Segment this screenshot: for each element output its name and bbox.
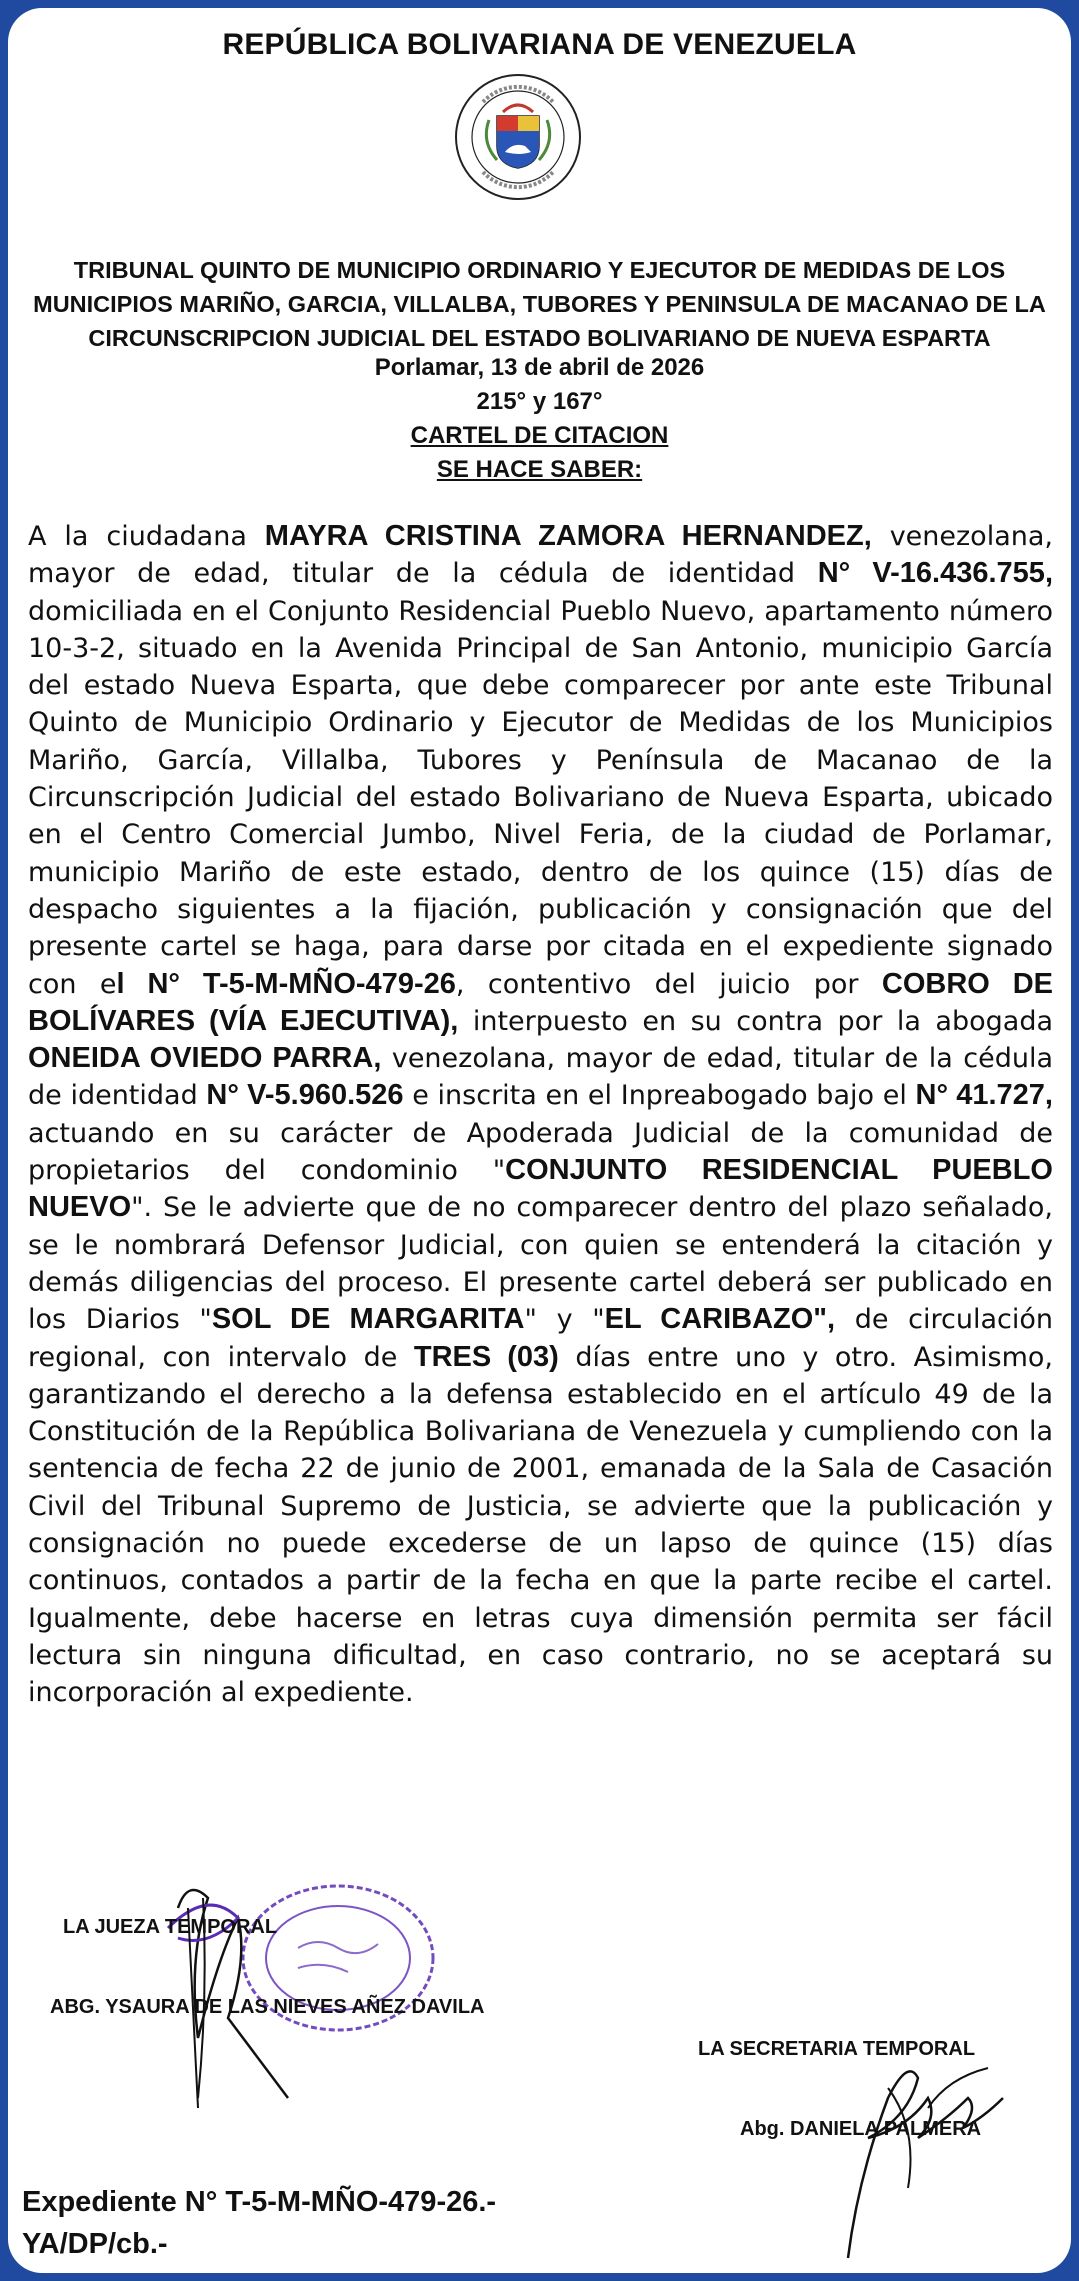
publication-interval: TRES (03) [413,1340,559,1373]
court-line-1: TRIBUNAL QUINTO DE MUNICIPIO ORDINARIO Y EJECUTOR DE MEDIDAS DE LOS [73,257,1006,283]
court-line-2: MUNICIPIOS MARIÑO, GARCIA, VILLALBA, TUBORES Y PENINSULA DE MACANAO DE LA [33,291,1046,317]
defendant-name: MAYRA CRISTINA ZAMORA HERNANDEZ, [264,520,872,552]
inpreabogado-number: N° 41.727, [915,1079,1053,1112]
body-text-segment: de circulación regional, con intervalo de [28,1304,1053,1373]
claim-type: COBRO DE BOLÍVARES (VÍA EJECUTIVA), [28,967,1053,1037]
body-text-segment: domiciliada en el Conjunto Residencial Pueblo Nuevo, apartamento número 10-3-2, situado en la Avenida Principal de San Antonio, municipio García del estado Nueva Esparta, que debe comparecer por ante este Tribunal Quinto de Municipio Ordinario y Ejecutor de Medidas de los Municipios Mariño, García, Villalba, Tubores y Península de Macanao de la Circunscripción Judicial del estado Bolivariano de Nueva Esparta, ubicado en el Centro Comercial Jumbo, Nivel Feria, de la ciudad de Porlamar, municipio Mariño de este estado, dentro de los quince (15) días de despacho siguientes a la fijación, publicación y consignación que del presente cartel se haga, para darse por citada en el expediente signado con e [28,595,1053,1000]
defendant-id: N° V-16.436.755, [817,557,1053,590]
body-text-segment: actuando en su carácter de Apoderada Judicial de la comunidad de propietarios del condominio " [28,1117,1053,1187]
citation-body [28,518,1053,1712]
secretary-title: LA SECRETARIA TEMPORAL [698,2038,976,2060]
judge-name: ABG. YSAURA DE LAS NIEVES AÑEZ DAVILA [50,1996,485,2018]
secretary-name: Abg. DANIELA PALMERA [740,2118,982,2140]
body-text-segment: venezolana, mayor de edad, titular de la cédula de identidad [28,1043,1053,1112]
body-text-segment: " y " [524,1304,605,1336]
case-number: l N° T-5-M-MÑO-479-26 [116,967,456,1000]
body-text-segment: días entre uno y otro. Asimismo, garantizando el derecho a la defensa establecido en el artículo 49 de la Constitución de la República Bolivariana de Venezuela y cumpliendo con la sentencia de fecha 22 de junio de 2001, emanada de la Sala de Casación Civil del Tribunal Supremo de Justicia, se advierte que la publicación y consignación no puede excederse de un lapso de quince (15) días continuos, contados a partir de la fecha en que la parte recibe el cartel. Igualmente, debe hacerse en letras cuya dimensión permita ser fácil lectura sin ninguna dificultad, en caso contrario, no se aceptará su incorporación al expediente. [28,1341,1053,1709]
document-title: CARTEL DE CITACION [410,422,669,449]
court-line-3: CIRCUNSCRIPCION JUDICIAL DEL ESTADO BOLIVARIANO DE NUEVA ESPARTA [88,325,991,351]
body-text-segment: , contentivo del juicio por [455,968,882,1000]
country-heading: REPÚBLICA BOLIVARIANA DE VENEZUELA [222,28,857,61]
signature-icon [828,2048,1038,2268]
newspaper-2: EL CARIBAZO", [604,1303,836,1336]
document-date: Porlamar, 13 de abril de 2026 [374,354,705,381]
patriotic-years: 215° y 167° [476,388,603,415]
expediente-number: Expediente N° T-5-M-MÑO-479-26.- [22,2186,497,2218]
body-text-segment: ". Se le advierte que de no comparecer dentro del plazo señalado, se le nombrará Defensor Judicial, con quien se entenderá la citación y demás diligencias del proceso. El presente cartel deberá ser publicado en los Diarios " [28,1192,1053,1336]
document-subtitle: SE HACE SABER: [436,456,643,483]
body-text-segment: A la ciudadana [28,521,265,552]
judge-title: LA JUEZA TEMPORAL [63,1916,278,1938]
body-text-segment: interpuesto en su contra por la abogada [458,1005,1054,1037]
attorney-id: N° V-5.960.526 [206,1079,404,1112]
court-name [8,253,1071,355]
attorney-name: ONEIDA OVIEDO PARRA, [28,1042,382,1075]
initials: YA/DP/cb.- [22,2228,168,2260]
body-text-segment: e inscrita en el Inpreabogado bajo el [403,1080,916,1112]
document-page [8,8,1071,2273]
condominium-name: CONJUNTO RESIDENCIAL PUEBLO NUEVO [28,1154,1053,1224]
body-text-segment: venezolana, mayor de edad, titular de la cédula de identidad [28,521,1053,590]
newspaper-1: SOL DE MARGARITA [211,1303,525,1336]
coat-of-arms-seal-icon [453,72,583,202]
